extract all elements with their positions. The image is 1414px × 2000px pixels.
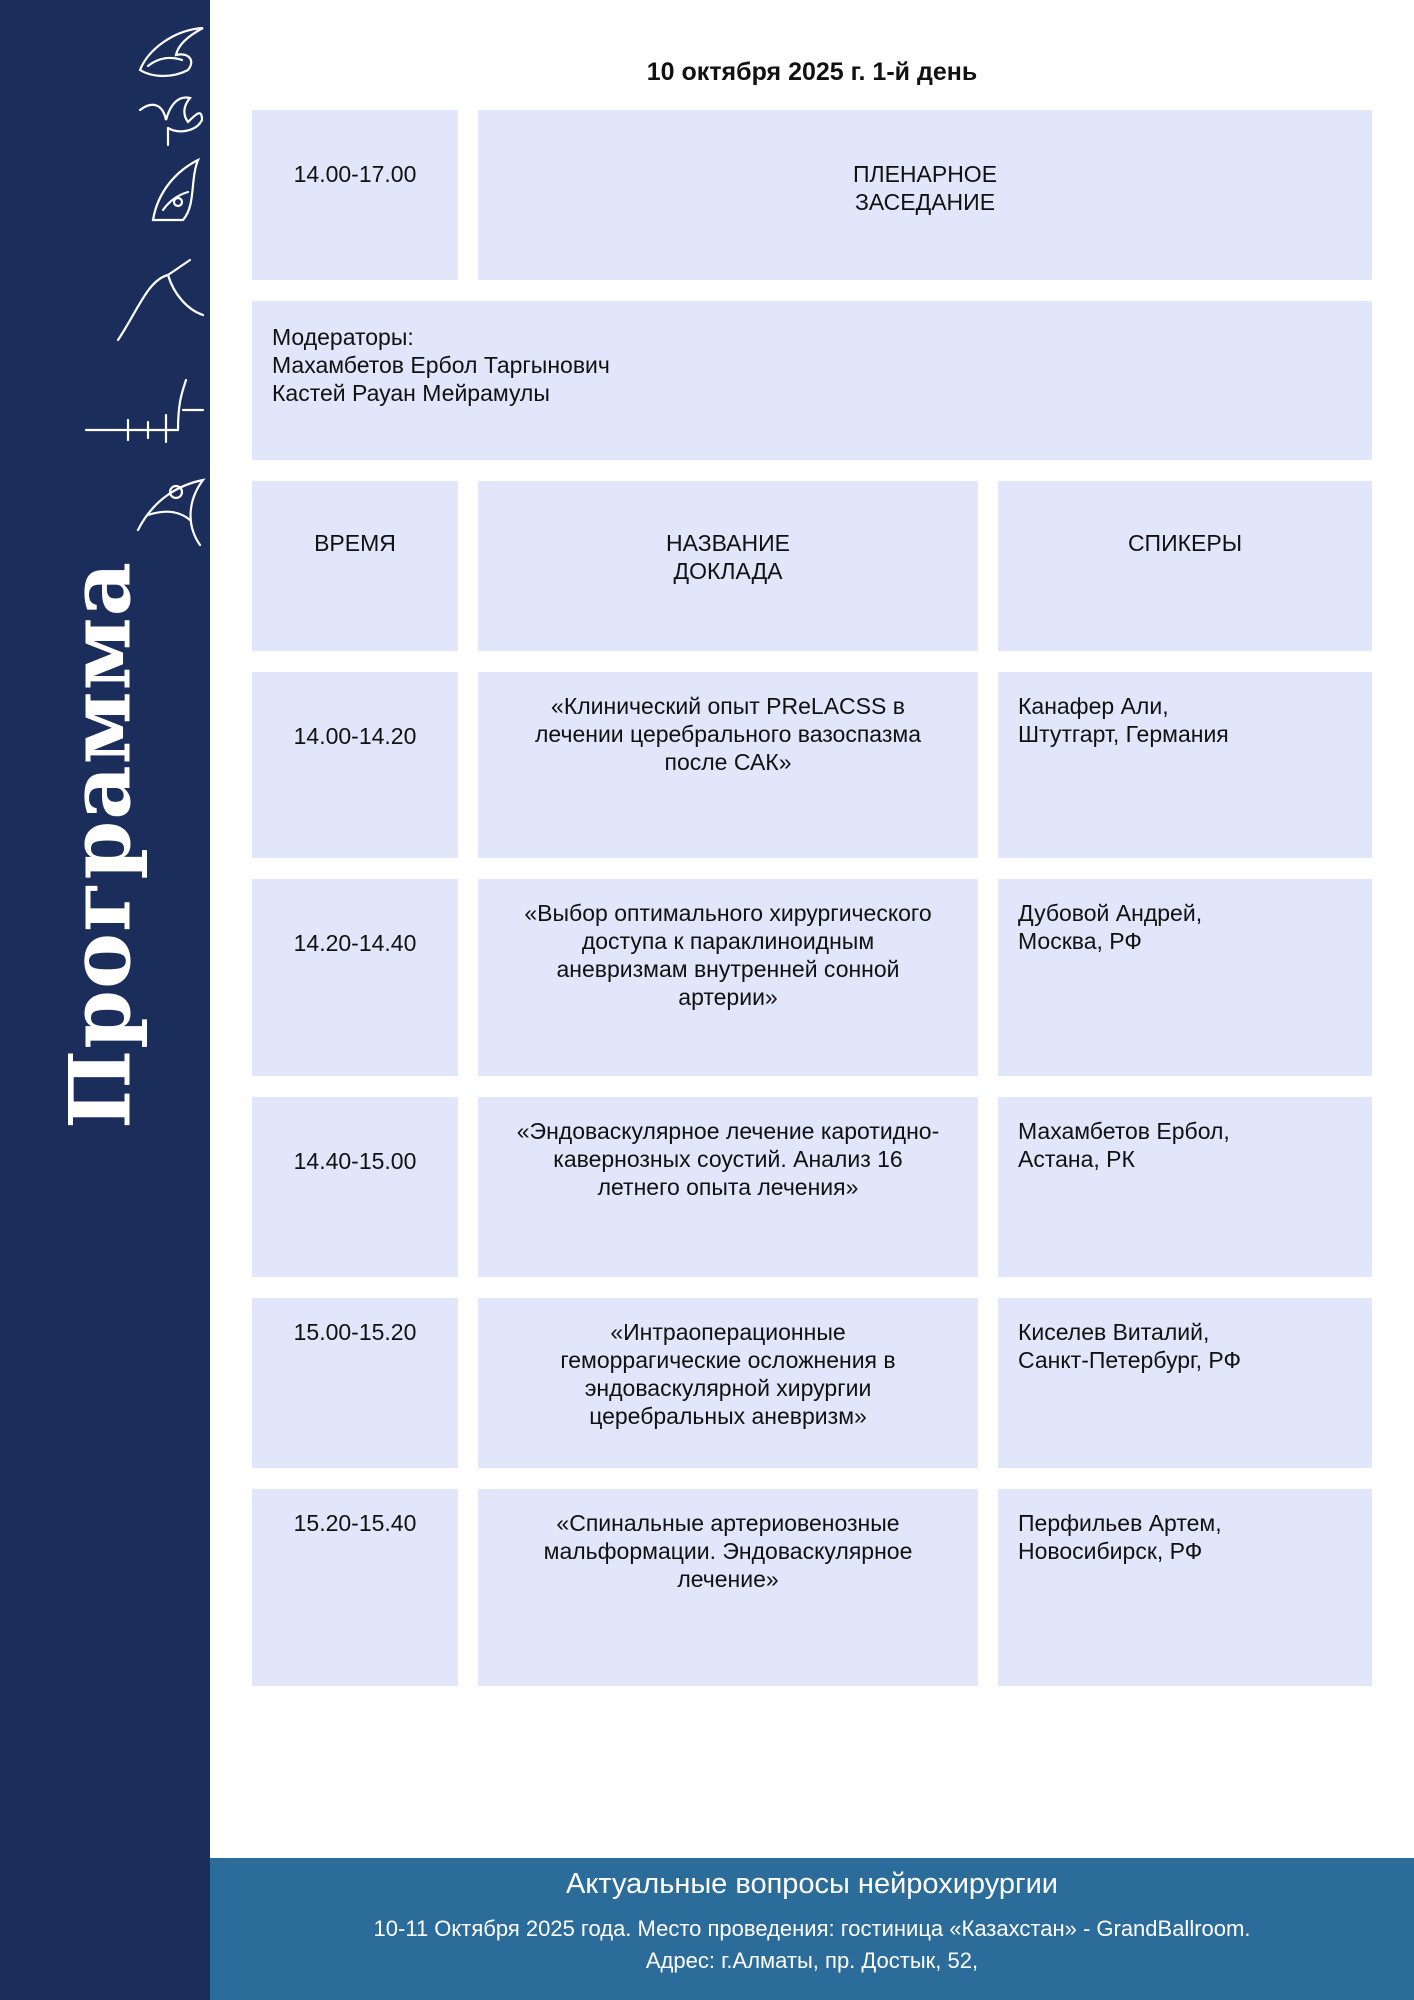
- row-title-line: лечении церебрального вазоспазма: [535, 721, 921, 747]
- moderators-label: Модераторы:: [272, 324, 414, 350]
- table-row-title-cell: [478, 1097, 978, 1277]
- row-title-line: кавернозных соустий. Анализ 16: [553, 1146, 903, 1172]
- table-row-title-cell: [478, 1489, 978, 1686]
- moderator-name: Кастей Рауан Мейрамулы: [272, 380, 550, 406]
- header-time-cell: [252, 481, 458, 651]
- row-speaker-line: Перфильев Артем,: [1018, 1510, 1222, 1536]
- table-row-time-cell: [252, 879, 458, 1076]
- table-row-speaker-cell: [998, 1298, 1372, 1468]
- table-row-time-cell: [252, 1097, 458, 1277]
- column-header-speakers: СПИКЕРЫ: [1127, 530, 1243, 556]
- column-header-time: ВРЕМЯ: [314, 530, 396, 556]
- row-title-line: лечение»: [677, 1566, 779, 1592]
- table-row-title-cell: [478, 879, 978, 1076]
- row-speaker-line: Дубовой Андрей,: [1018, 900, 1203, 926]
- column-header-title-line: ДОКЛАДА: [673, 558, 783, 584]
- row-speaker-line: Санкт-Петербург, РФ: [1018, 1347, 1241, 1373]
- plenary-title-line: ПЛЕНАРНОЕ: [852, 161, 998, 187]
- row-time: 14.40-15.00: [293, 1148, 417, 1174]
- table-row-speaker-cell: [998, 672, 1372, 858]
- row-speaker-line: Киселев Виталий,: [1018, 1319, 1210, 1345]
- row-title-line: «Клинический опыт PReLACSS в: [551, 693, 905, 719]
- row-title-line: «Интраоперационные: [610, 1319, 846, 1345]
- sidebar-title: Программа: [50, 560, 150, 1130]
- plenary-title-line: ЗАСЕДАНИЕ: [854, 189, 996, 215]
- plenary-time-cell: [252, 110, 458, 280]
- table-row-speaker-cell: [998, 1489, 1372, 1686]
- row-speaker-line: Москва, РФ: [1018, 928, 1142, 954]
- table-row-title-cell: [478, 672, 978, 858]
- header-speakers-cell: [998, 481, 1372, 651]
- row-time: 14.00-14.20: [293, 723, 417, 749]
- row-speaker-line: Канафер Али,: [1018, 693, 1169, 719]
- plenary-title-cell: [478, 110, 1372, 280]
- row-speaker-line: Новосибирск, РФ: [1018, 1538, 1203, 1564]
- row-title-line: артерии»: [678, 984, 778, 1010]
- sidebar: [0, 0, 210, 2000]
- table-row-speaker-cell: [998, 1097, 1372, 1277]
- row-title-line: «Эндоваскулярное лечение каротидно-: [516, 1118, 940, 1144]
- row-time: 15.00-15.20: [293, 1319, 417, 1345]
- table-row-title-cell: [478, 1298, 978, 1468]
- footer-title: Актуальные вопросы нейрохирургии: [566, 1868, 1058, 1900]
- footer-event-info: 10-11 Октября 2025 года. Место проведения: гостиница «Казахстан» - GrandBallroom.: [373, 1916, 1251, 1941]
- table-row-time-cell: [252, 1489, 458, 1686]
- row-time: 15.20-15.40: [293, 1510, 417, 1536]
- table-row-speaker-cell: [998, 879, 1372, 1076]
- row-title-line: геморрагические осложнения в: [560, 1347, 896, 1373]
- column-header-title-line: НАЗВАНИЕ: [666, 530, 790, 556]
- row-title-line: доступа к параклиноидным: [581, 928, 875, 954]
- row-title-line: после САК»: [664, 749, 792, 775]
- header-title-cell: [478, 481, 978, 651]
- moderators-cell: [252, 301, 1372, 460]
- row-title-line: летнего опыта лечения»: [597, 1174, 859, 1200]
- row-speaker-line: Штутгарт, Германия: [1018, 721, 1229, 747]
- row-title-line: церебральных аневризм»: [589, 1403, 867, 1429]
- row-title-line: эндоваскулярной хирургии: [584, 1375, 872, 1401]
- footer-banner: [210, 1858, 1414, 2000]
- row-speaker-line: Астана, РК: [1018, 1146, 1135, 1172]
- row-title-line: «Выбор оптимального хирургического: [524, 900, 932, 926]
- footer-address: Адрес: г.Алматы, пр. Достык, 52,: [645, 1948, 979, 1973]
- row-title-line: аневризмам внутренней сонной: [556, 956, 900, 982]
- row-title-line: мальформации. Эндоваскулярное: [543, 1538, 913, 1564]
- almaty-ornament-icon: [78, 10, 208, 550]
- row-speaker-line: Махамбетов Ербол,: [1018, 1118, 1230, 1144]
- moderator-name: Махамбетов Ербол Таргынович: [272, 352, 610, 378]
- row-time: 14.20-14.40: [293, 930, 417, 956]
- row-title-line: «Спинальные артериовенозные: [556, 1510, 900, 1536]
- page-date-heading: 10 октября 2025 г. 1-й день: [646, 58, 978, 86]
- table-row-time-cell: [252, 672, 458, 858]
- table-row-time-cell: [252, 1298, 458, 1468]
- plenary-time: 14.00-17.00: [293, 161, 417, 187]
